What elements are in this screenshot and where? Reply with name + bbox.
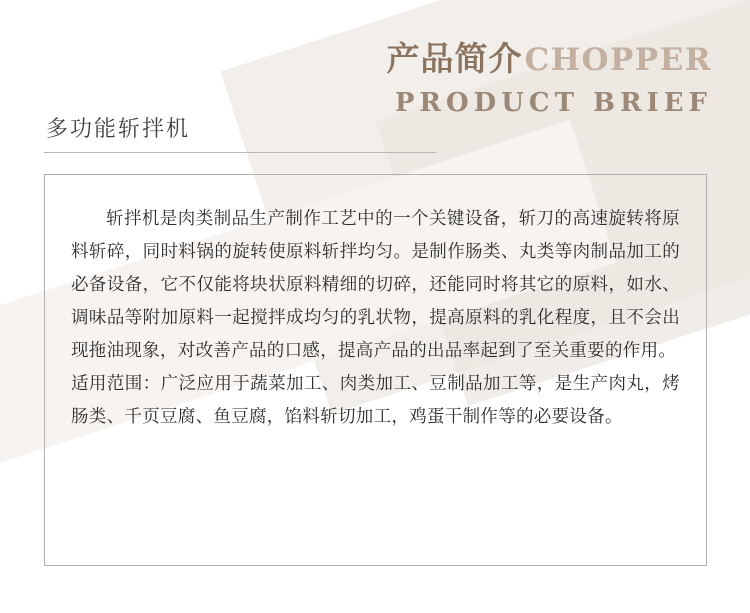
page-subtitle-en: PRODUCT BRIEF: [394, 88, 712, 118]
page-title-cn: 产品简介: [386, 39, 523, 78]
description-paragraph-2: 适用范围：广泛应用于蔬菜加工、肉类加工、豆制品加工等，是生产肉丸，烤肠类、千页豆腐、鱼豆腐，馅料斩切加工，鸡蛋干制作等的必要设备。: [71, 374, 680, 427]
product-name-heading: 多功能斩拌机: [46, 117, 191, 142]
description-box: [44, 174, 707, 566]
header-title-row: [386, 39, 712, 78]
heading-divider: [44, 152, 436, 153]
page-title-en: CHOPPER: [524, 42, 712, 78]
description-content: [45, 175, 706, 434]
description-paragraph-1: 斩拌机是肉类制品生产制作工艺中的一个关键设备，斩刀的高速旋转将原料斩碎，同时料锅的旋转使原料斩拌均匀。是制作肠类、丸类等肉制品加工的必备设备，它不仅能将块状原料精细的切碎，还能同时将其它的原料，如水、调味品等附加原料一起搅拌成均匀的乳状物，提高原料的乳化程度，且不会出现拖油现象，对改善产品的口感，提高产品的出品率起到了至关重要的作用。: [71, 209, 680, 361]
page-header: [386, 39, 712, 118]
